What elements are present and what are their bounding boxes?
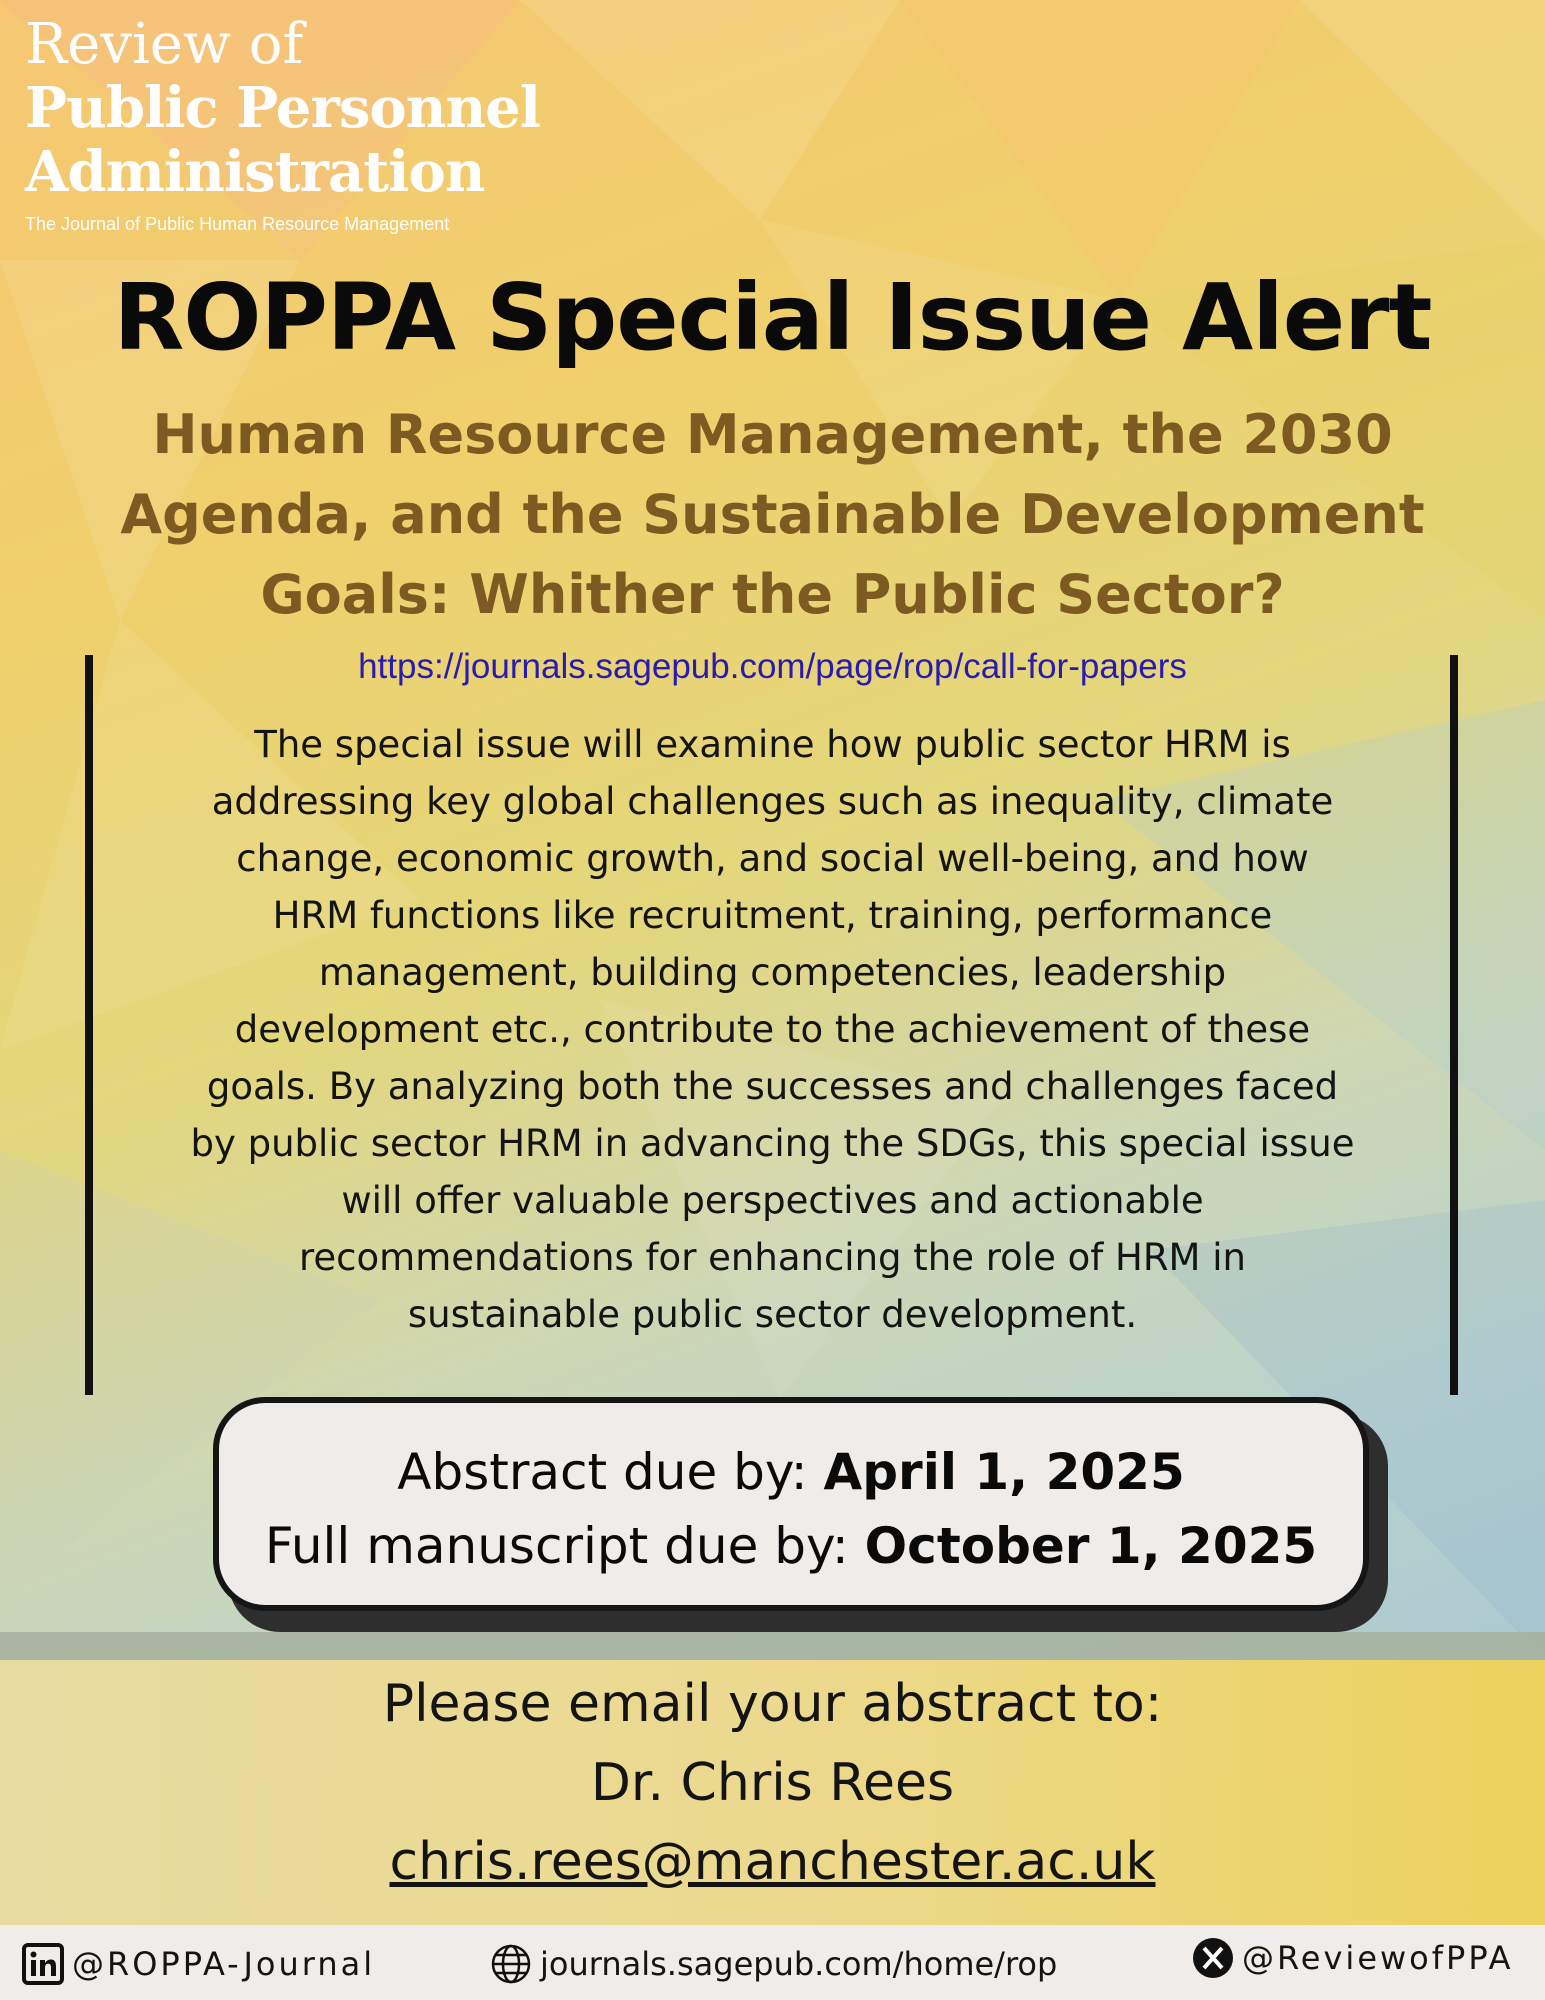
description-line: The special issue will examine how public sector HRM is — [254, 723, 1291, 766]
contact-email-link[interactable]: chris.rees@manchester.ac.uk — [389, 1832, 1156, 1892]
description-line: will offer valuable perspectives and actionable — [341, 1179, 1204, 1222]
deadline-box — [213, 1397, 1369, 1611]
logo-line-3: Administration — [25, 139, 485, 205]
globe-icon — [490, 1943, 532, 1985]
abstract-deadline — [219, 1435, 1363, 1509]
description-line: sustainable public sector development. — [407, 1293, 1138, 1336]
contact-name: Dr. Chris Rees — [590, 1753, 955, 1813]
abstract-deadline-label: Abstract due by: — [397, 1443, 824, 1501]
footer-bar — [0, 1925, 1545, 2000]
manuscript-deadline-date: October 1, 2025 — [864, 1517, 1318, 1575]
page-title: ROPPA Special Issue Alert — [113, 264, 1432, 371]
section-divider — [0, 1632, 1545, 1660]
subtitle-line-3: Goals: Whither the Public Sector? — [260, 563, 1285, 626]
website-item[interactable] — [490, 1943, 1057, 1985]
manuscript-deadline — [219, 1509, 1363, 1583]
subtitle-line-1: Human Resource Management, the 2030 — [152, 403, 1393, 466]
abstract-deadline-date: April 1, 2025 — [823, 1443, 1185, 1501]
manuscript-deadline-label: Full manuscript due by: — [264, 1517, 865, 1575]
website-url: journals.sagepub.com/home/rop — [540, 1945, 1058, 1983]
logo-tagline: The Journal of Public Human Resource Management — [25, 214, 450, 234]
x-handle: @ReviewofPPA — [1242, 1939, 1514, 1977]
right-divider — [1450, 655, 1458, 1395]
description-line: HRM functions like recruitment, training, performance — [272, 894, 1273, 937]
description-line: recommendations for enhancing the role of HRM in — [299, 1236, 1246, 1279]
description-line: goals. By analyzing both the successes and challenges faced — [206, 1065, 1339, 1108]
journal-logo — [25, 14, 540, 235]
special-issue-title — [100, 395, 1445, 635]
description-line: management, building competencies, leadership — [318, 951, 1227, 994]
left-divider — [85, 655, 93, 1395]
description-line: addressing key global challenges such as inequality, climate — [211, 780, 1334, 823]
logo-line-2: Public Personnel — [25, 75, 541, 141]
linkedin-handle-item[interactable] — [22, 1943, 375, 1985]
linkedin-icon — [22, 1943, 64, 1985]
description-line: development etc., contribute to the achievement of these — [234, 1008, 1311, 1051]
contact-prompt: Please email your abstract to: — [382, 1674, 1163, 1734]
x-handle-item[interactable] — [1192, 1937, 1513, 1979]
logo-line-1: Review of — [25, 12, 304, 77]
contact-section — [0, 1665, 1545, 1902]
x-logo-icon — [1192, 1937, 1234, 1979]
call-for-papers-link[interactable]: https://journals.sagepub.com/page/rop/call-for-papers — [358, 647, 1187, 686]
description — [155, 716, 1390, 1343]
description-line: change, economic growth, and social well-being, and how — [236, 837, 1309, 880]
linkedin-handle: @ROPPA-Journal — [72, 1945, 376, 1983]
subtitle-line-2: Agenda, and the Sustainable Development — [120, 483, 1425, 546]
description-line: by public sector HRM in advancing the SDGs, this special issue — [190, 1122, 1355, 1165]
